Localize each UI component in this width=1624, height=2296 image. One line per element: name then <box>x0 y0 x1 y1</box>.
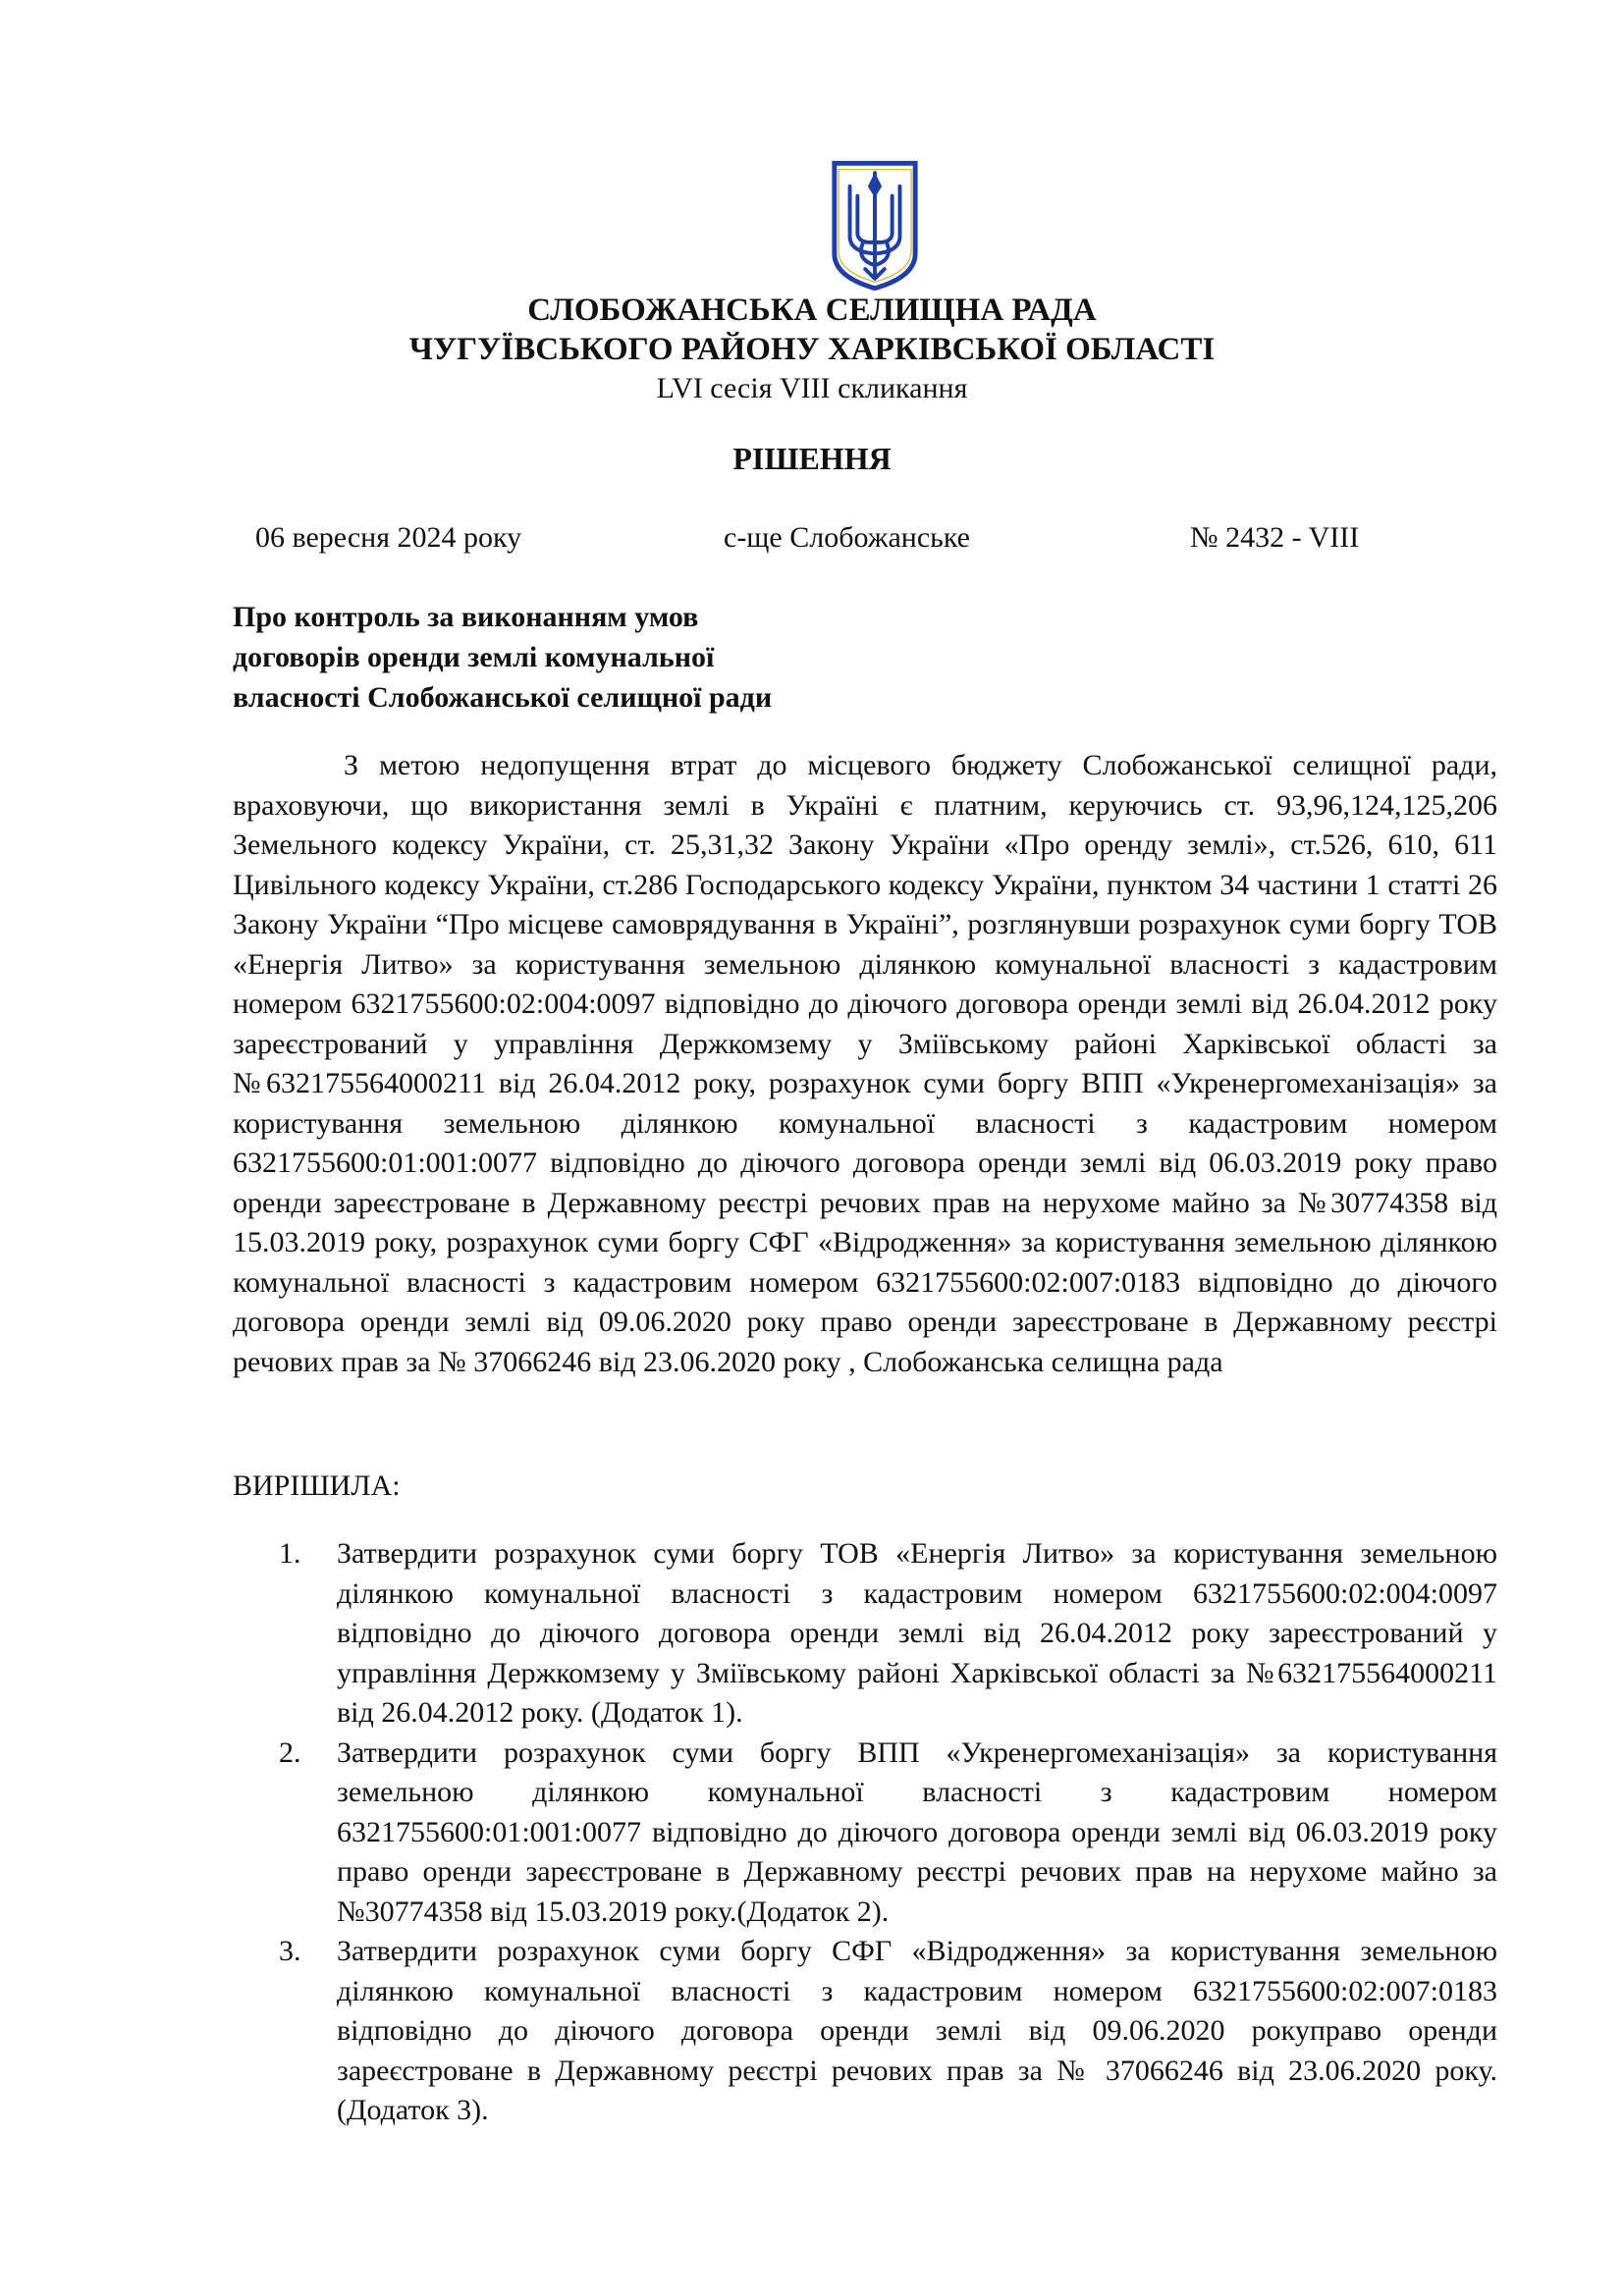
decision-item-text: Затвердити розрахунок суми боргу СФГ «Відродження» за користування земельною ділянкою комунальної власності з кадастровим номером 6321755600:02:007:0183 відповідно до діючого договора оренди землі від 09.06.2020 рокуправо оренди зареєстроване в Державному реєстрі речових прав за № 37066246 від 23.06.2020 року.(Додаток 3). <box>337 1935 1497 2126</box>
council-name-line1: СЛОБОЖАНСЬКА СЕЛИЩНА РАДА <box>527 293 1097 328</box>
decision-list <box>233 1534 1497 2131</box>
trident-coat-of-arms-icon <box>827 157 923 293</box>
decision-place: с-ще Слобожанське <box>724 521 970 554</box>
decision-item-number: 3. <box>279 1935 301 1967</box>
document-type-heading: РІШЕННЯ <box>732 441 892 476</box>
decision-number: № 2432 - VIII <box>1190 521 1360 554</box>
decision-item <box>233 1932 1497 2131</box>
preamble-paragraph: З метою недопущення втрат до місцевого бюджету Слобожанської селищної ради, враховуючи, що використання землі в Україні є платним, керуючись ст. 93,96,124,125,206 Земельного кодексу України, ст. 25,31,32 Закону України «Про оренду землі», ст.526, 610, 611 Цивільного кодексу України, ст.286 Господарського кодексу України, пунктом 34 частини 1 статті 26 Закону України “Про місцеве самоврядування в Україні”, розглянувши розрахунок суми боргу ТОВ «Енергія Литво» за користування земельною ділянкою комунальної власності з кадастровим номером 6321755600:02:004:0097 відповідно до діючого договора оренди землі від 26.04.2012 року зареєстрований у управління Держкомзему у Зміївському районі Харківської області за №632175564000211 від 26.04.2012 року, розрахунок суми боргу ВПП «Укренергомеханізація» за користування земельною ділянкою комунальної власності з кадастровим номером 6321755600:01:001:0077 відповідно до діючого договора оренди землі від 06.03.2019 року право оренди зареєстроване в Державному реєстрі речових прав на нерухоме майно за №30774358 від 15.03.2019 року, розрахунок суми боргу СФГ «Відродження» за користування земельною ділянкою комунальної власності з кадастровим номером 6321755600:02:007:0183 відповідно до діючого договора оренди землі від 09.06.2020 року право оренди зареєстроване в Державному реєстрі речових прав за № 37066246 від 23.06.2020 року , Слобожанська селищна рада <box>233 749 1497 1378</box>
decision-item-number: 2. <box>279 1735 301 1769</box>
decision-item-text: Затвердити розрахунок суми боргу ТОВ «Енергія Литво» за користування земельною ділянкою комунальної власності з кадастровим номером 6321755600:02:004:0097 відповідно до діючого договора оренди землі від 26.04.2012 року зареєстрований у управління Держкомзему у Зміївському районі Харківської області за №632175564000211 від 26.04.2012 року. (Додаток 1). <box>337 1537 1497 1729</box>
subject-line2: договорів оренди землі комунальної <box>233 641 715 673</box>
council-name <box>0 291 1624 369</box>
decision-subject <box>233 597 841 718</box>
decision-date: 06 вересня 2024 року <box>255 521 522 554</box>
decision-item <box>233 1734 1497 1933</box>
decision-item <box>233 1534 1497 1734</box>
council-name-line2: ЧУГУЇВСЬКОГО РАЙОНУ ХАРКІВСЬКОЇ ОБЛАСТІ <box>408 332 1216 367</box>
decided-heading: ВИРІШИЛА: <box>233 1469 401 1502</box>
subject-line3: власності Слобожанської селищної ради <box>233 681 773 714</box>
decision-item-text: Затвердити розрахунок суми боргу ВПП «Укренергомеханізація» за користування земельною ділянкою комунальної власності з кадастровим номером 6321755600:01:001:0077 відповідно до діючого договора оренди землі від 06.03.2019 року право оренди зареєстроване в Державному реєстрі речових прав на нерухоме майно за №30774358 від 15.03.2019 року.(Додаток 2). <box>337 1735 1497 1928</box>
decision-item-number: 1. <box>279 1537 301 1570</box>
subject-line1: Про контроль за виконанням умов <box>233 601 699 633</box>
session-line: LVI сесія VIII скликання <box>656 372 968 404</box>
